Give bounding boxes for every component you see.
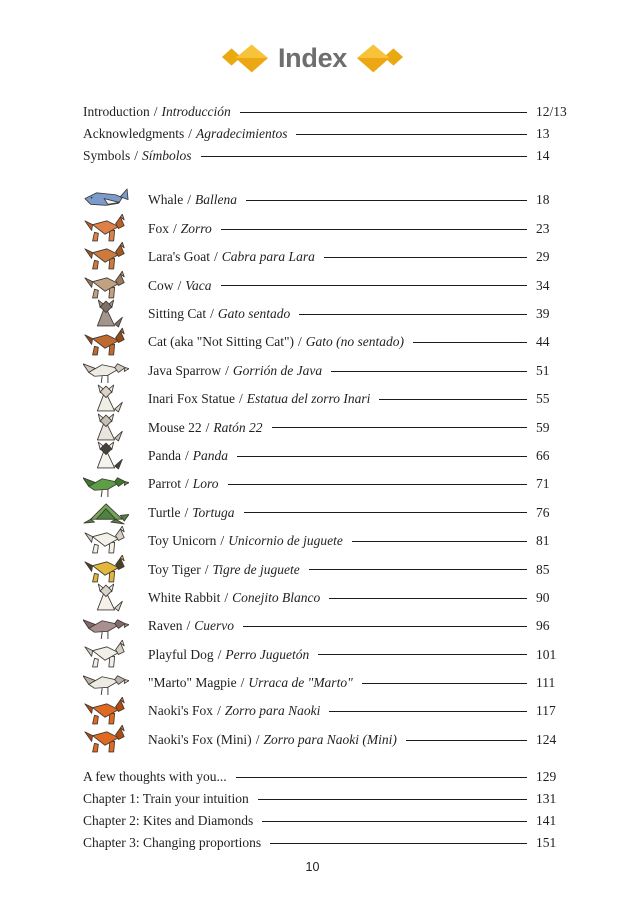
gold-origami-fish-icon [356, 42, 404, 74]
toc-entry-raven [83, 612, 576, 640]
leader-line [324, 257, 527, 258]
origami-cow-icon [83, 271, 148, 300]
entry-page-number: 141 [536, 813, 557, 829]
entry-title-en: Sitting Cat [148, 306, 207, 321]
entry-title-es: Cuervo [194, 618, 235, 634]
title-separator: / [225, 362, 229, 378]
entry-page-number: 151 [536, 835, 557, 851]
leader-line [240, 112, 527, 113]
toc-entry-chapter-2 [83, 810, 576, 832]
toc-entry-naokis-fox [83, 697, 576, 725]
entry-title-en: Toy Tiger [148, 561, 201, 577]
title-separator: / [217, 646, 222, 662]
title-separator: / [134, 148, 139, 164]
entry-title-es: Agradecimientos [196, 126, 288, 142]
entry-title-en: Naoki's Fox [148, 703, 214, 719]
toc-entry-parrot [83, 470, 576, 498]
entry-page-number: 55 [536, 391, 550, 407]
origami-whale-icon [83, 186, 148, 215]
leader-line [329, 598, 527, 599]
entry-title-en: Raven [148, 618, 183, 634]
entry-title-en: Acknowledgments [83, 126, 185, 142]
entry-page-number: 131 [536, 791, 557, 807]
entry-page-number: 51 [536, 362, 550, 378]
entry-title-es: Zorro para Naoki (Mini) [263, 731, 397, 747]
page-title: Index [277, 42, 348, 73]
title-separator: / [188, 126, 192, 142]
leader-line [331, 371, 527, 372]
toc-entry-symbols [83, 145, 576, 167]
entry-title-es: Perro Juguetón [225, 646, 310, 662]
origami-toy-unicorn-icon [83, 526, 148, 555]
leader-line [309, 569, 527, 570]
gold-origami-fish-icon [221, 42, 269, 74]
entry-title: A few thoughts with you... [83, 769, 227, 785]
title-separator: / [204, 561, 209, 577]
entry-title: Chapter 2: Kites and Diamonds [83, 813, 254, 829]
entry-title-es: Vaca [185, 277, 212, 293]
title-separator: / [210, 306, 214, 321]
toc-entry-turtle [83, 498, 576, 526]
leader-line [299, 314, 527, 315]
origami-fox-icon [83, 214, 148, 243]
entry-page-number: 76 [536, 504, 550, 520]
title-separator: / [153, 104, 158, 120]
entry-title: Chapter 3: Changing proportions [83, 835, 262, 851]
entry-page-number: 81 [536, 533, 550, 549]
origami-playful-dog-icon [83, 640, 148, 669]
toc-entry-thoughts [83, 766, 576, 788]
leader-line [246, 200, 527, 201]
entry-title-es: Cabra para Lara [221, 249, 315, 265]
entry-page-number: 90 [536, 589, 550, 605]
entry-title-en: Symbols [83, 148, 131, 164]
entry-title-en: Panda [148, 447, 181, 463]
toc-entry-chapter-1 [83, 788, 576, 810]
origami-cat-icon [83, 328, 148, 357]
toc-entry-mouse-22 [83, 413, 576, 441]
toc-entry-fox [83, 214, 576, 242]
leader-line [296, 134, 527, 135]
title-separator: / [187, 192, 191, 208]
entry-page-number: 13 [536, 126, 550, 142]
leader-line [413, 342, 527, 343]
leader-line [201, 156, 527, 157]
leader-line [228, 484, 527, 485]
folio-page-number: 10 [305, 860, 320, 874]
entry-page-number: 111 [536, 675, 556, 691]
toc-entry-java-sparrow [83, 356, 576, 384]
leader-line [379, 399, 527, 400]
origami-inari-fox-statue-icon [83, 384, 148, 413]
leader-line [318, 654, 527, 655]
entry-page-number: 14 [536, 148, 550, 164]
origami-naoki-fox-mini-icon [83, 725, 148, 754]
leader-line [237, 456, 527, 457]
entry-page-number: 29 [536, 249, 550, 265]
leader-line [258, 799, 527, 800]
entry-title-en: Whale [148, 192, 184, 208]
leader-line [270, 843, 527, 844]
entry-title-en: Cow [148, 277, 174, 293]
origami-goat-icon [83, 242, 148, 271]
entry-title-es: Ballena [195, 192, 237, 208]
entry-title-en: White Rabbit [148, 589, 221, 605]
title-separator: / [214, 249, 218, 265]
toc-entry-acknowledgments [83, 123, 576, 145]
entry-page-number: 101 [536, 646, 557, 662]
entry-page-number: 129 [536, 769, 557, 785]
entry-page-number: 23 [536, 220, 550, 236]
title-separator: / [255, 731, 260, 747]
entry-title-es: Símbolos [142, 148, 192, 164]
leader-line [243, 626, 527, 627]
toc-entry-naokis-fox-mini [83, 725, 576, 753]
origami-raven-icon [83, 612, 148, 641]
entry-page-number: 18 [536, 192, 550, 208]
entry-page-number: 59 [536, 419, 550, 435]
entry-title-es: Tigre de juguete [212, 561, 300, 577]
models-section [83, 186, 576, 754]
toc-entry-marto-magpie [83, 669, 576, 697]
leader-line [272, 427, 527, 428]
title-separator: / [186, 618, 191, 634]
origami-magpie-icon [83, 668, 148, 697]
leader-line [406, 740, 527, 741]
leader-line [262, 821, 527, 822]
entry-title-es: Unicornio de juguete [228, 533, 343, 549]
toc-entry-sitting-cat [83, 300, 576, 328]
toc-entry-inari-fox-statue [83, 385, 576, 413]
title-separator: / [240, 675, 245, 691]
entry-title-en: Turtle [148, 504, 181, 520]
back-matter-section [83, 766, 576, 854]
title-separator: / [205, 419, 210, 435]
leader-line [236, 777, 527, 778]
entry-title-es: Tortuga [192, 504, 235, 520]
leader-line [329, 711, 527, 712]
toc-entry-playful-dog [83, 640, 576, 668]
title-separator: / [220, 533, 225, 549]
toc-entry-panda [83, 442, 576, 470]
entry-page-number: 117 [536, 703, 556, 719]
title-separator: / [185, 447, 189, 463]
origami-toy-tiger-icon [83, 555, 148, 584]
toc-entry-toy-tiger [83, 555, 576, 583]
title-separator: / [298, 334, 302, 350]
origami-panda-icon [83, 441, 148, 470]
origami-white-rabbit-icon [83, 583, 148, 612]
entry-title-en: Introduction [83, 104, 150, 120]
entry-title-es: Conejito Blanco [232, 589, 321, 605]
toc-entry-whale [83, 186, 576, 214]
entry-title-en: "Marto" Magpie [148, 675, 237, 691]
origami-parrot-icon [83, 470, 148, 499]
title-separator: / [177, 277, 182, 293]
entry-title-es: Estatua del zorro Inari [246, 391, 371, 407]
entry-title-es: Introducción [161, 104, 231, 120]
entry-title-en: Fox [148, 220, 170, 236]
toc-entry-white-rabbit [83, 583, 576, 611]
entry-title-es: Ratón 22 [213, 419, 263, 435]
entry-title-en: Playful Dog [148, 646, 214, 662]
origami-mouse-icon [83, 413, 148, 442]
toc-entry-laras-goat [83, 243, 576, 271]
leader-line [362, 683, 527, 684]
entry-page-number: 34 [536, 277, 550, 293]
entry-page-number: 71 [536, 476, 550, 492]
entry-title-en: Parrot [148, 476, 181, 492]
toc-entry-cow [83, 271, 576, 299]
entry-title-en: Lara's Goat [148, 249, 211, 265]
origami-naoki-fox-icon [83, 697, 148, 726]
title-separator: / [173, 220, 177, 236]
entry-title-en: Java Sparrow [148, 362, 222, 378]
entry-title-es: Zorro [180, 220, 212, 236]
leader-line [221, 285, 527, 286]
title-separator: / [184, 504, 189, 520]
entry-page-number: 39 [536, 306, 550, 321]
entry-title-es: Gorrión de Java [232, 362, 323, 378]
toc-entry-chapter-3 [83, 832, 576, 854]
entry-title-en: Mouse 22 [148, 419, 202, 435]
toc-entry-cat [83, 328, 576, 356]
entry-title-en: Naoki's Fox (Mini) [148, 731, 252, 747]
entry-title-es: Loro [192, 476, 219, 492]
entry-title-es: Panda [192, 447, 229, 463]
entry-page-number: 66 [536, 447, 550, 463]
page-header [0, 42, 625, 74]
leader-line [352, 541, 527, 542]
toc-entry-toy-unicorn [83, 527, 576, 555]
entry-title-es: Gato (no sentado) [305, 334, 405, 350]
entry-title-es: Urraca de "Marto" [248, 675, 353, 691]
entry-title-es: Zorro para Naoki [224, 703, 321, 719]
entry-page-number: 85 [536, 561, 550, 577]
entry-title-en: Cat (aka "Not Sitting Cat") [148, 334, 295, 350]
entry-title-en: Toy Unicorn [148, 533, 217, 549]
entry-page-number: 44 [536, 334, 550, 350]
entry-page-number: 12/13 [536, 104, 567, 120]
entry-title-en: Inari Fox Statue [148, 391, 235, 407]
entry-title-es: Gato sentado [217, 306, 291, 321]
leader-line [221, 229, 527, 230]
page-footer [0, 860, 625, 874]
title-separator: / [185, 476, 189, 492]
front-matter-section [83, 101, 576, 167]
title-separator: / [224, 589, 229, 605]
origami-turtle-icon [83, 498, 148, 527]
title-separator: / [217, 703, 221, 719]
entry-page-number: 124 [536, 731, 557, 747]
entry-title: Chapter 1: Train your intuition [83, 791, 249, 807]
leader-line [244, 512, 527, 513]
toc-entry-introduction [83, 101, 576, 123]
origami-sitting-cat-icon [83, 299, 148, 328]
title-separator: / [239, 391, 243, 407]
origami-java-sparrow-icon [83, 356, 148, 385]
entry-page-number: 96 [536, 618, 550, 634]
